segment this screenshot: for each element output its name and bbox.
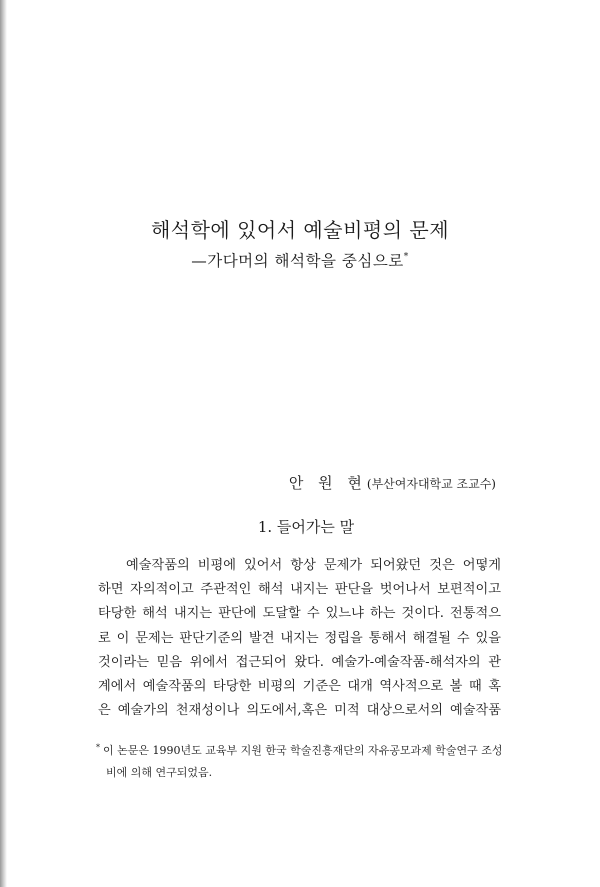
footnote-line: 비에 의해 연구되었음. — [106, 766, 213, 779]
footnote-line — [96, 737, 506, 762]
author-name: 안 원 현 — [288, 474, 367, 492]
footnote-text: 이 논문은 1990년도 교육부 지원 한국 학술진흥재단의 자유공모과제 학술연구 조성 — [103, 744, 503, 757]
body-line: 예술작품의 비평에 있어서 항상 문제가 되어왔던 것은 어떻게 — [126, 558, 501, 573]
paper-title: 해석학에 있어서 예술비평의 문제 — [150, 218, 450, 242]
paper-subtitle — [0, 249, 600, 271]
subtitle-footnote-mark: * — [403, 252, 409, 262]
body-line: 것이라는 믿음 위에서 접근되어 왔다. 예술가-예술작품-해석자의 관 — [98, 654, 501, 670]
body-line: 계에서 예술작품의 타당한 비평의 기준은 대개 역사적으로 볼 때 혹 — [98, 679, 501, 695]
body-line: 은 예술가의 천재성이나 의도에서,혹은 미적 대상으로서의 예술작품 — [98, 703, 501, 719]
body-line: 하면 자의적이고 주관적인 해석 내지는 판단을 벗어나서 보편적이고 — [98, 582, 501, 598]
body-paragraph — [98, 554, 501, 723]
scan-edge-shadow — [0, 0, 7, 887]
author-line — [289, 472, 496, 493]
footnote — [96, 737, 506, 784]
section-heading: 1. 들어가는 말 — [257, 518, 355, 536]
subtitle-text: —가다머의 해석학을 중심으로 — [191, 252, 404, 270]
body-line: 로 이 문제는 판단기준의 발견 내지는 정립을 통해서 해결될 수 있을 — [98, 630, 501, 646]
body-line: 타당한 해석 내지는 판단에 도달할 수 있느냐 하는 것이다. 전통적으 — [98, 606, 501, 622]
author-affiliation: (부산여자대학교 조교수) — [366, 477, 496, 491]
footnote-mark: * — [96, 743, 100, 752]
